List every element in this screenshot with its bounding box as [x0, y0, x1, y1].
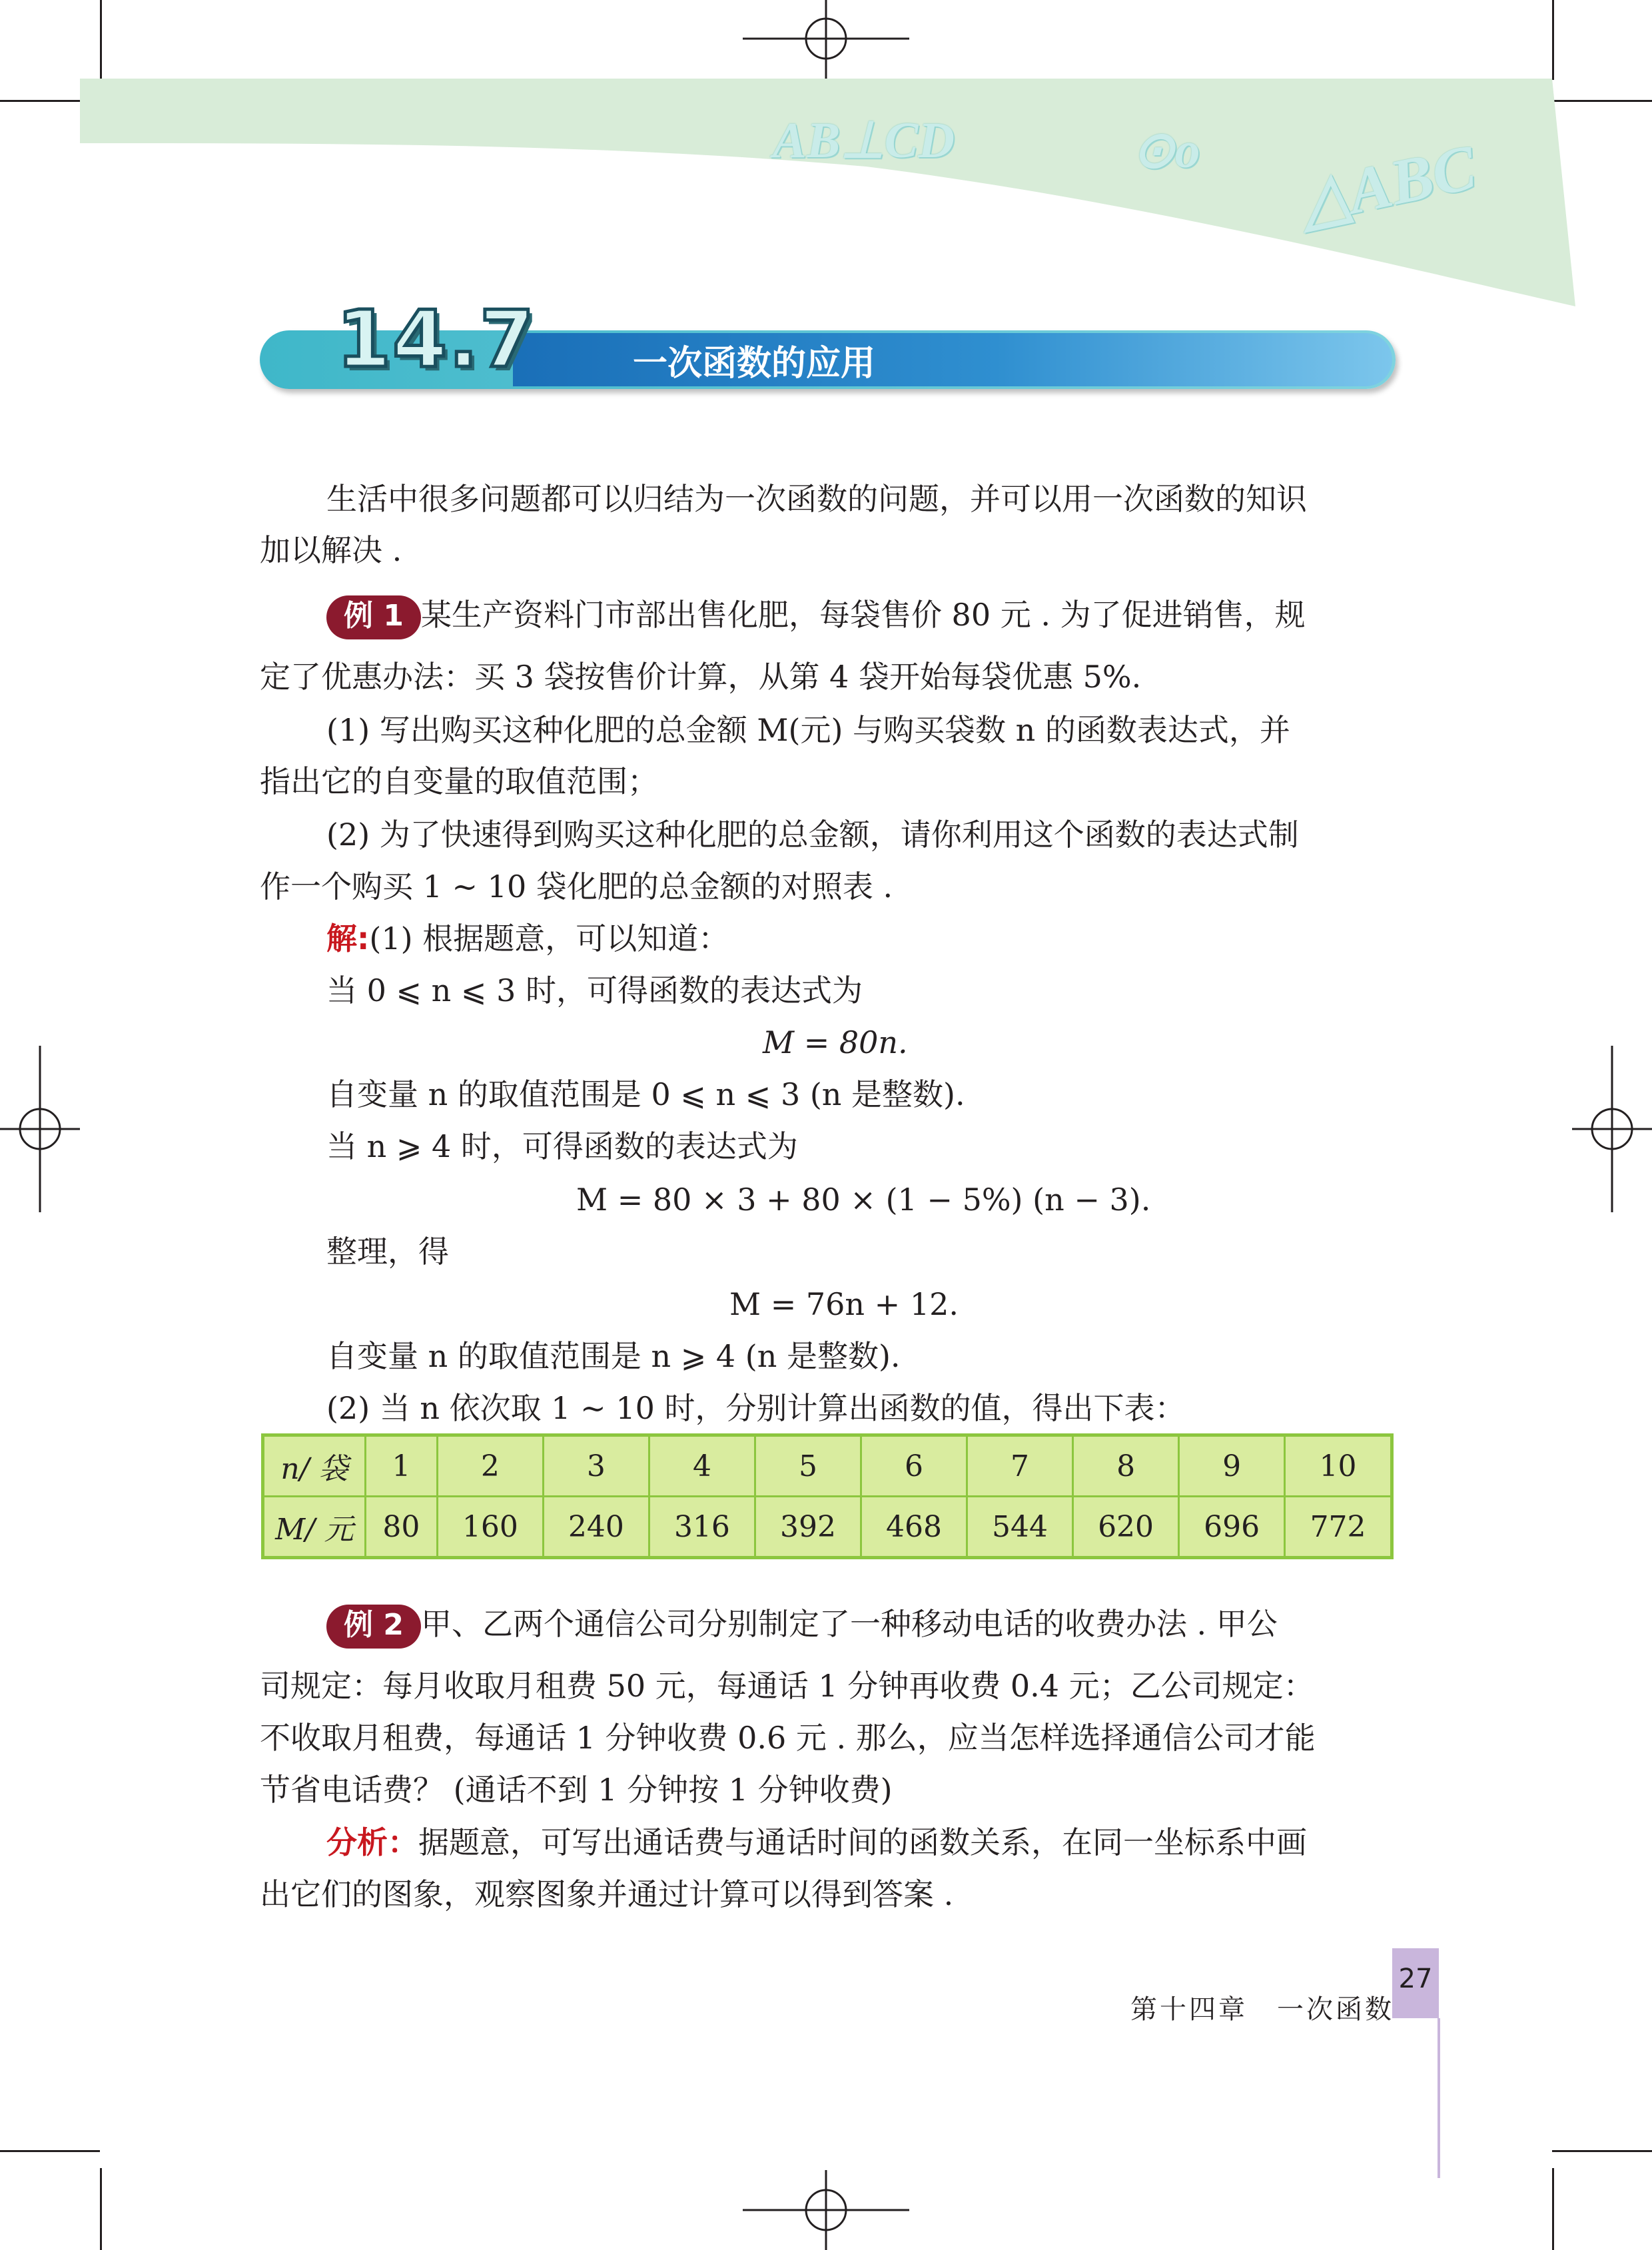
example1-line	[326, 594, 1306, 639]
table-cell: 4	[649, 1435, 755, 1497]
solution-label: 解:	[326, 921, 370, 956]
example1-badge: 例 1	[326, 595, 421, 639]
example1-question: 指出它的自变量的取值范围；	[260, 763, 658, 799]
solution-line: 自变量 n 的取值范围是 n ⩾ 4 (n 是整数).	[326, 1338, 901, 1374]
table-cell: 160	[437, 1497, 543, 1558]
example2-line: 节省电话费？ (通话不到 1 分钟按 1 分钟收费)	[260, 1772, 893, 1808]
formula: M = 76n + 12.	[729, 1286, 959, 1322]
formula: M = 80n.	[763, 1024, 908, 1060]
table-row	[263, 1497, 1392, 1558]
example1-question: 作一个购买 1 ~ 10 袋化肥的总金额的对照表 .	[260, 869, 893, 905]
crop-mark	[100, 2168, 102, 2250]
table-row-header: M/ 元	[263, 1497, 366, 1558]
solution-line	[326, 918, 729, 959]
registration-mark-left	[0, 1046, 80, 1212]
table-cell: 696	[1179, 1497, 1285, 1558]
intro-line: 生活中很多问题都可以归结为一次函数的问题，并可以用一次函数的知识	[326, 481, 1307, 517]
solution-text: (1) 根据题意，可以知道：	[369, 921, 729, 956]
formula: M = 80 × 3 + 80 × (1 − 5%) (n − 3).	[576, 1182, 1151, 1218]
analysis-label: 分析：	[326, 1824, 418, 1860]
solution-line: 自变量 n 的取值范围是 0 ⩽ n ⩽ 3 (n 是整数).	[326, 1076, 965, 1112]
crop-mark	[0, 2150, 100, 2152]
table-cell: 2	[437, 1435, 543, 1497]
example1-text: 某生产资料门市部出售化肥，每袋售价 80 元 . 为了促进销售，规	[420, 597, 1306, 633]
table-row-header: n/ 袋	[263, 1435, 366, 1497]
table-cell: 9	[1179, 1435, 1285, 1497]
value-table	[261, 1433, 1394, 1559]
table-cell: 7	[967, 1435, 1073, 1497]
table-cell: 392	[755, 1497, 861, 1558]
chapter-footer: 第十四章 一次函数	[1130, 1994, 1394, 2025]
page-number: 27	[1398, 1964, 1433, 1994]
example1-question: (1) 写出购买这种化肥的总金额 M(元) 与购买袋数 n 的函数表达式，并	[326, 712, 1290, 748]
table-cell: 620	[1073, 1497, 1179, 1558]
section-title: 一次函数的应用	[633, 344, 876, 384]
page-tab-line	[1438, 2018, 1440, 2178]
table-cell: 3	[543, 1435, 649, 1497]
table-row	[263, 1435, 1392, 1497]
example2-line: 不收取月租费，每通话 1 分钟收费 0.6 元 . 那么，应当怎样选择通信公司才能	[260, 1720, 1316, 1756]
analysis-line	[326, 1822, 1307, 1863]
solution-line: 当 n ⩾ 4 时，可得函数的表达式为	[326, 1128, 798, 1164]
example2-text: 甲、乙两个通信公司分别制定了一种移动电话的收费办法 . 甲公	[420, 1606, 1278, 1642]
table-cell: 10	[1285, 1435, 1392, 1497]
crop-mark	[1552, 2168, 1554, 2250]
section-number: 14.7	[336, 293, 536, 385]
analysis-text: 据题意，可写出通话费与通话时间的函数关系，在同一坐标系中画	[418, 1824, 1307, 1860]
table-cell: 1	[366, 1435, 438, 1497]
example2-line: 司规定：每月收取月租费 50 元，每通话 1 分钟再收费 0.4 元；乙公司规定：	[260, 1668, 1314, 1704]
example1-line: 定了优惠办法：买 3 袋按售价计算，从第 4 袋开始每袋优惠 5%.	[260, 659, 1142, 695]
table-cell: 6	[861, 1435, 967, 1497]
crop-mark	[1552, 2150, 1652, 2152]
table-cell: 772	[1285, 1497, 1392, 1558]
table-cell: 240	[543, 1497, 649, 1558]
intro-line: 加以解决 .	[260, 532, 402, 568]
registration-mark-bottom	[743, 2170, 909, 2250]
solution-line: 整理，得	[326, 1234, 449, 1270]
example2-line	[326, 1603, 1278, 1649]
registration-mark-right	[1572, 1046, 1652, 1212]
decoration-circle: ⊙o	[1132, 123, 1200, 179]
analysis-line: 出它们的图象，观察图象并通过计算可以得到答案 .	[260, 1876, 954, 1912]
example1-question: (2) 为了快速得到购买这种化肥的总金额，请你利用这个函数的表达式制	[326, 817, 1299, 853]
decoration-perpendicular: AB⊥CD	[773, 113, 955, 169]
table-cell: 5	[755, 1435, 861, 1497]
table-cell: 316	[649, 1497, 755, 1558]
table-cell: 8	[1073, 1435, 1179, 1497]
table-cell: 544	[967, 1497, 1073, 1558]
example2-badge: 例 2	[326, 1605, 421, 1649]
solution-line: (2) 当 n 依次取 1 ~ 10 时，分别计算出函数的值，得出下表：	[326, 1390, 1186, 1426]
table-cell: 80	[366, 1497, 438, 1558]
decoration-triangle: △ABC	[1293, 131, 1482, 238]
solution-line: 当 0 ⩽ n ⩽ 3 时，可得函数的表达式为	[326, 972, 863, 1008]
table-cell: 468	[861, 1497, 967, 1558]
